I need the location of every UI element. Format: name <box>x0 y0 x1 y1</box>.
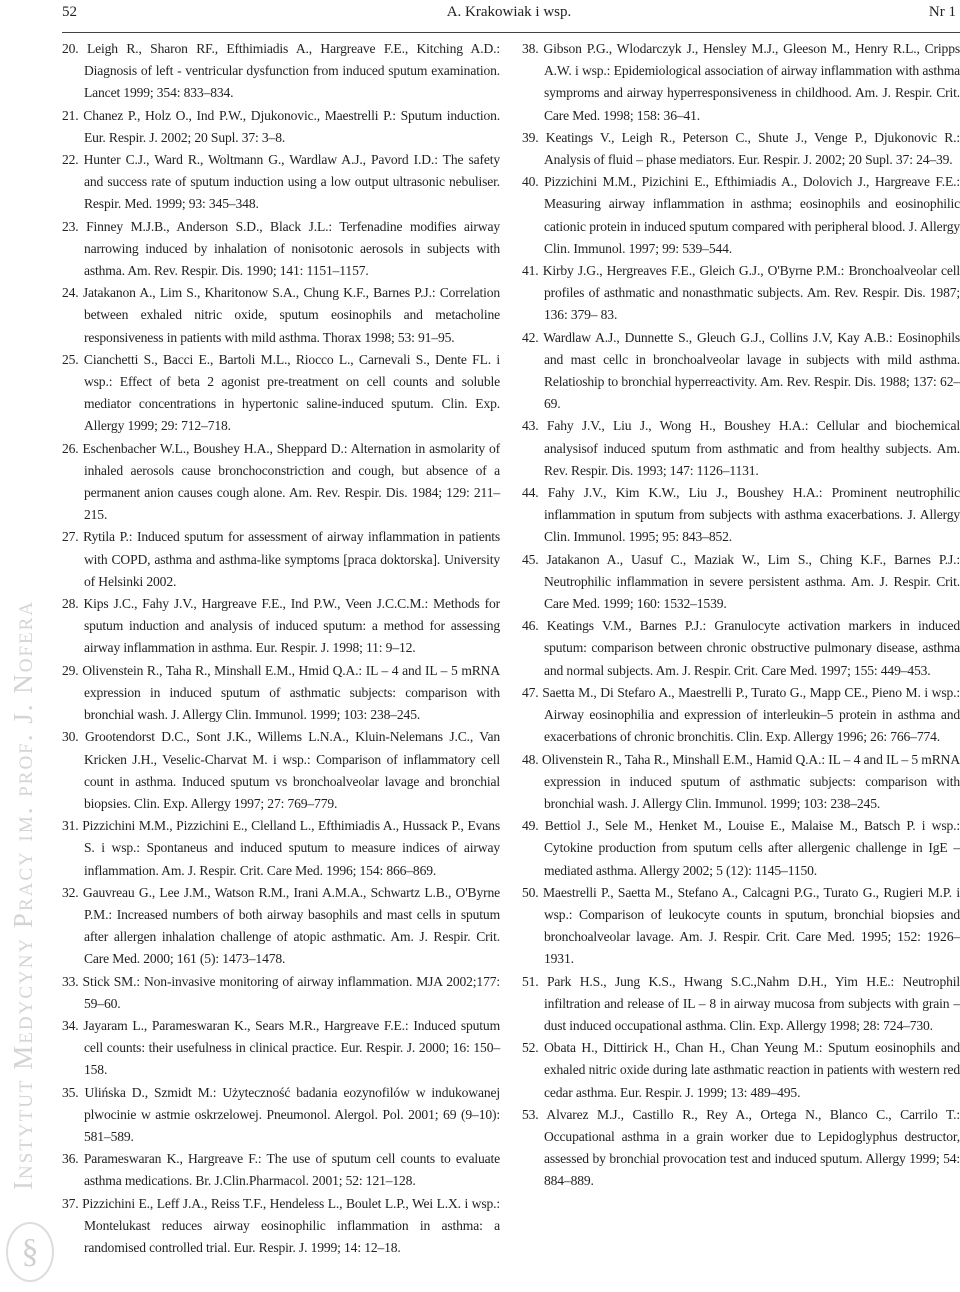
reference-item: 35. Ulińska D., Szmidt M.: Użyteczność badania eozynofilów w indukowanej plwocinie w astmie oskrzelowej. Pneumonol. Alergol. Pol. 2001; 69 (9–10): 581–589. <box>62 1084 500 1144</box>
reference-item: 28. Kips J.C., Fahy J.V., Hargreave F.E., Ind P.W., Veen J.C.C.M.: Methods for sputum induction and analysis of induced sputum: a method for assessing airway inflammation in asthma. Eur. Respir. J. 1998; 11: 9–12. <box>62 596 500 656</box>
reference-item: 21. Chanez P., Holz O., Ind P.W., Djukonovic., Maestrelli P.: Sputum induction. Eur. Respir. J. 2002; 20 Supl. 37: 3–8. <box>62 107 500 145</box>
page-header <box>62 4 956 24</box>
institute-logo-icon: § <box>6 1222 54 1282</box>
references-right-column <box>522 38 960 1193</box>
reference-item: 51. Park H.S., Jung K.S., Hwang S.C.,Nahm D.H., Yim H.E.: Neutrophil infiltration and release of IL – 8 in airway mucosa from subjects with grain – dust induced occupational asthma. Clin. Exp. Allergy 1998; 28: 724–730. <box>522 973 960 1033</box>
reference-item: 32. Gauvreau G., Lee J.M., Watson R.M., Irani A.M.A., Schwartz L.B., O'Byrne P.M.: Increased numbers of both airway basophils and mast cells in sputum after allergen inhalation challenge of atopic asthmatic. Am. J. Respir. Crit. Care Med. 2000; 161 (5): 1473–1478. <box>62 884 500 967</box>
reference-item: 31. Pizzichini M.M., Pizzichini E., Clelland L., Efthimiadis A., Hussack P., Evans S. i wsp.: Spontaneus and induced sputum to measure indices of airway inflammation. Am. J. Respir. Crit. Care Med. 1996; 154: 866–869. <box>62 818 500 878</box>
reference-item: 52. Obata H., Dittirick H., Chan H., Chan Yeung M.: Sputum eosinophils and exhaled nitric oxide during late asthmatic reaction in patients with western red cedar asthma. Eur. Respir. J. 1999; 13: 489–495. <box>522 1040 960 1100</box>
reference-item: 27. Rytila P.: Induced sputum for assessment of airway inflammation in patients with COPD, asthma and asthma-like symptoms [praca doktorska]. University of Helsinki 2002. <box>62 529 500 589</box>
reference-item: 42. Wardlaw A.J., Dunnette S., Gleuch G.J., Collins J.V, Kay A.B.: Eosinophils and mast cellc in bronchoalveolar lavage in subjects with mild asthma. Relatioship to bronchial hyperreactivity. Am. Rev. Respir. Dis. 1988; 137: 62–69. <box>522 329 960 412</box>
reference-item: 33. Stick SM.: Non-invasive monitoring of airway inflammation. MJA 2002;177: 59–60. <box>62 973 500 1011</box>
reference-item: 23. Finney M.J.B., Anderson S.D., Black J.L.: Terfenadine modifies airway narrowing induced by inhalation of nonisotonic aerosols in subjects with asthma. Am. Rev. Respir. Dis. 1990; 141: 1151–1157. <box>62 218 500 279</box>
reference-item: 45. Jatakanon A., Uasuf C., Maziak W., Lim S., Ching K.F., Barnes P.J.: Neutrophilic inflammation in severe persistent asthma. Am. J. Respir. Crit. Care Med. 1999; 160: 1532–1539. <box>522 551 960 612</box>
reference-item: 39. Keatings V., Leigh R., Peterson C., Shute J., Venge P., Djukonovic R.: Analysis of fluid – phase mediators. Eur. Respir. J. 2002; 20 Supl. 37: 24–39. <box>522 129 960 168</box>
reference-item: 47. Saetta M., Di Stefaro A., Maestrelli P., Turato G., Mapp CE., Pieno M. i wsp.: Airway eosinophilia and expression of interleukin–5 protein in asthma and exacerbations of chronic bronchitis. Clin. Exp. Allergy 1996; 26: 766–774. <box>522 684 960 745</box>
reference-item: 49. Bettiol J., Sele M., Henket M., Louise E., Malaise M., Batsch P. i wsp.: Cytokine production from sputum cells after allergenic challenge in IgE – mediated asthma. Allergy 2002; 5 (12): 1145–1150. <box>522 818 960 878</box>
reference-item: 43. Fahy J.V., Liu J., Wong H., Boushey H.A.: Cellular and biochemical analysisof induced sputum from asthmatic and from healthy subjects. Am. Rev. Respir. Dis. 1993; 147: 1126–1131. <box>522 418 960 478</box>
references-left-column <box>62 38 500 1259</box>
reference-item: 24. Jatakanon A., Lim S., Kharitonow S.A., Chung K.F., Barnes P.J.: Correlation between exhaled nitric oxide, sputum eosinophils and metacholine responsiveness in patients with mild asthma. Thorax 1998; 53: 91–95. <box>62 285 500 345</box>
reference-item: 26. Eschenbacher W.L., Boushey H.A., Sheppard D.: Alternation in asmolarity of inhaled aerosols cause bronchoconstriction and cough, but absence of a permanent anion causes cough alone. Am. Rev. Respir. Dis. 1984; 129: 211–215. <box>62 440 500 523</box>
header-rule <box>62 32 960 33</box>
reference-item: 44. Fahy J.V., Kim K.W., Liu J., Boushey H.A.: Prominent neutrophilic inflammation in sputum from subjects with asthma exacerbations. J. Allergy Clin. Immunol. 1995; 95: 843–852. <box>522 485 960 545</box>
reference-item: 34. Jayaram L., Parameswaran K., Sears M.R., Hargreave F.E.: Induced sputum cell counts: their usefulness in clinical practice. Eur. Respir. J. 2000; 16: 150–158. <box>62 1017 500 1078</box>
running-title: A. Krakowiak i wsp. <box>446 4 572 20</box>
reference-item: 38. Gibson P.G., Wlodarczyk J., Hensley M.J., Gleeson M., Henry R.L., Cripps A.W. i wsp.: Epidemiological association of airway inflammation with asthma symproms and airway hyperresponsiveness in childhood. Am. J. Respir. Crit. Care Med. 1998; 158: 36–41. <box>522 41 960 123</box>
issue-number: Nr 1 <box>928 4 956 20</box>
reference-item: 20. Leigh R., Sharon RF., Efthimiadis A., Hargreave F.E., Kitching A.D.: Diagnosis of left - ventricular dysfunction from induced sputum examination. Lancet 1999; 354: 833–834. <box>62 41 500 101</box>
reference-item: 53. Alvarez M.J., Castillo R., Rey A., Ortega N., Blanco C., Carrilo T.: Occupational asthma in a grain worker due to Lepidoglyphus destructor, assessed by bronchial provocation test and induced sputum. Allergy 1999; 54: 884–889. <box>522 1106 960 1189</box>
reference-item: 40. Pizzichini M.M., Pizichini E., Efthimiadis A., Dolovich J., Hargreave F.E.: Measuring airway inflammation in asthma; eosinophils and eosinophilic cationic protein in induced sputum compared with peripheral blood. J. Allergy Clin. Immunol. 1997; 99: 539–544. <box>522 174 960 256</box>
reference-item: 46. Keatings V.M., Barnes P.J.: Granulocyte activation markers in induced sputum: comparison between chronic obstructive pulmonary disease, asthma and normal subjects. Am. J. Respir. Crit. Care Med. 1997; 155: 449–453. <box>522 618 960 678</box>
reference-item: 41. Kirby J.G., Hergreaves F.E., Gleich G.J., O'Byrne P.M.: Bronchoalveolar cell profiles of asthmatic and nonasthmatic subjects. Am. Rev. Respir. Dis. 1987; 136: 379– 83. <box>522 263 960 323</box>
reference-item: 37. Pizzichini E., Leff J.A., Reiss T.F., Hendeless L., Boulet L.P., Wei L.X. i wsp.: Montelukast reduces airway eosinophilic inflammation in asthma: a randomised controlled trial. Eur. Respir. J. 1999; 14: 12–18. <box>62 1195 500 1255</box>
reference-item: 25. Cianchetti S., Bacci E., Bartoli M.L., Riocco L., Carnevali S., Dente FL. i wsp.: Effect of beta 2 agonist pre-treatment on cell counts and soluble mediator concentrations in hypertonic saline-induced sputum. Clin. Exp. Allergy 1999; 29: 712–718. <box>62 351 500 434</box>
reference-item: 48. Olivenstein R., Taha R., Minshall E.M., Hamid Q.A.: IL – 4 and IL – 5 mRNA expression in induced sputum of asthmatic subjects: comparison with bronchial wash. J. Allergy Clin. Immunol. 1999; 103: 238–245. <box>522 751 960 811</box>
watermark: Instytut Medycyny Pracy im. prof. J. Nofera <box>8 599 38 1190</box>
reference-item: 22. Hunter C.J., Ward R., Woltmann G., Wardlaw A.J., Pavord I.D.: The safety and success rate of sputum induction using a low output ultrasonic nebuliser. Respir. Med. 1999; 93: 345–348. <box>62 152 500 212</box>
reference-item: 30. Grootendorst D.C., Sont J.K., Willems L.N.A., Kluin-Nelemans J.C., Van Kricken J.H., Veselic-Charvat M. i wsp.: Comparison of inflammatory cell count in asthma. Induced sputum vs bronchoalveolar lavage and bronchial biopsies. Clin. Exp. Allergy 1997; 27: 769–779. <box>62 729 500 811</box>
reference-item: 50. Maestrelli P., Saetta M., Stefano A., Calcagni P.G., Turato G., Rugieri M.P. i wsp.: Comparison of leukocyte counts in sputum, bronchial biopsies and bronchoalveolar lavage. Am. J. Respir. Crit. Care Med. 1995; 152: 1926–1931. <box>522 884 960 967</box>
reference-item: 29. Olivenstein R., Taha R., Minshall E.M., Hmid Q.A.: IL – 4 and IL – 5 mRNA expression in induced sputum of asthmatic subjects: comparison with bronchial wash. J. Allergy Clin. Immunol. 1999; 103: 238–245. <box>62 662 500 723</box>
page-number: 52 <box>62 4 77 20</box>
reference-item: 36. Parameswaran K., Hargreave F.: The use of sputum cell counts to evaluate asthma medications. Br. J.Clin.Pharmacol. 2001; 52: 121–128. <box>62 1151 500 1189</box>
